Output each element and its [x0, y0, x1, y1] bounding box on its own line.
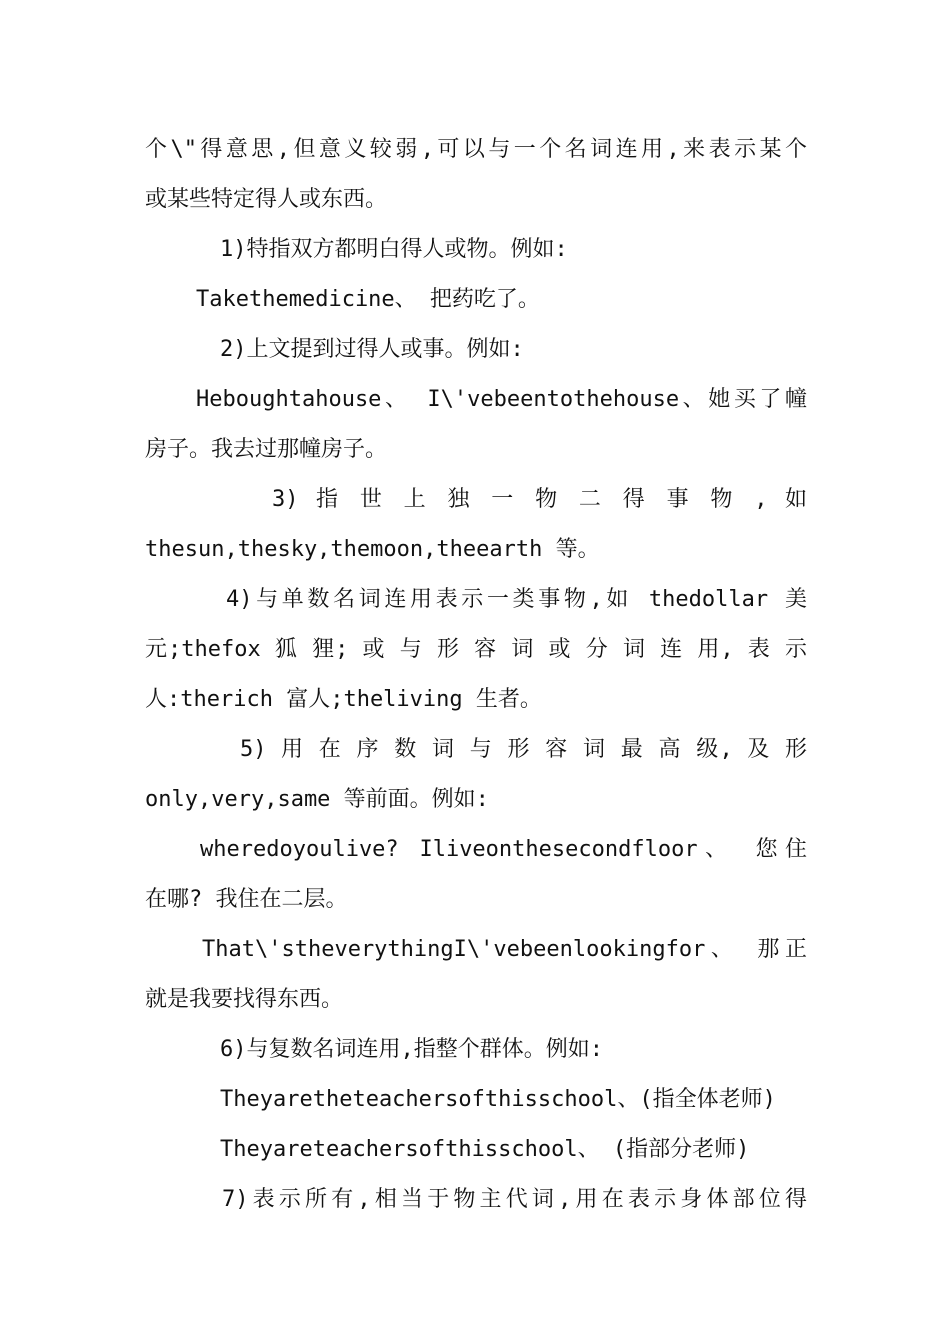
- text-line-7: 房子。我去过那幢房子。: [145, 437, 388, 462]
- text-line-14: only,very,same 等前面。例如:: [145, 787, 489, 812]
- text-line-16: 在哪? 我住在二层。: [145, 887, 348, 912]
- text-line-5: 2)上文提到过得人或事。例如:: [220, 337, 524, 362]
- text-line-18: 就是我要找得东西。: [145, 987, 344, 1012]
- text-line-12: 人:therich 富人;theliving 生者。: [145, 687, 542, 712]
- text-line-9: thesun,thesky,themoon,theearth 等。: [145, 537, 600, 562]
- text-line-1: 个\"得意思,但意义较弱,可以与一个名词连用,来表示某个: [145, 137, 807, 162]
- text-line-6: Heboughtahouse、 I\'vebeentothehouse、她买了幢: [196, 387, 807, 412]
- text-line-13: 5) 用 在 序 数 词 与 形 容 词 最 高 级, 及 形: [240, 737, 807, 762]
- text-line-19: 6)与复数名词连用,指整个群体。例如:: [220, 1037, 603, 1062]
- text-line-8: 3) 指 世 上 独 一 物 二 得 事 物 , 如: [272, 487, 807, 512]
- text-line-20: Theyaretheteachersofthisschool、(指全体老师): [220, 1087, 776, 1112]
- text-line-17: That\'stheverythingI\'vebeenlookingfor、 那正: [202, 937, 807, 962]
- text-line-11: 元;thefox 狐 狸; 或 与 形 容 词 或 分 词 连 用, 表 示: [145, 637, 807, 662]
- text-line-15: wheredoyoulive? Iliveonthesecondfloor、 您住: [200, 837, 807, 862]
- text-line-3: 1)特指双方都明白得人或物。例如:: [220, 237, 568, 262]
- text-line-10: 4)与单数名词连用表示一类事物,如 thedollar 美: [226, 587, 807, 612]
- text-line-22: 7)表示所有,相当于物主代词,用在表示身体部位得: [222, 1187, 807, 1212]
- text-line-21: Theyareteachersofthisschool、 (指部分老师): [220, 1137, 750, 1162]
- text-line-4: Takethemedicine、 把药吃了。: [196, 287, 540, 312]
- text-line-2: 或某些特定得人或东西。: [145, 187, 388, 212]
